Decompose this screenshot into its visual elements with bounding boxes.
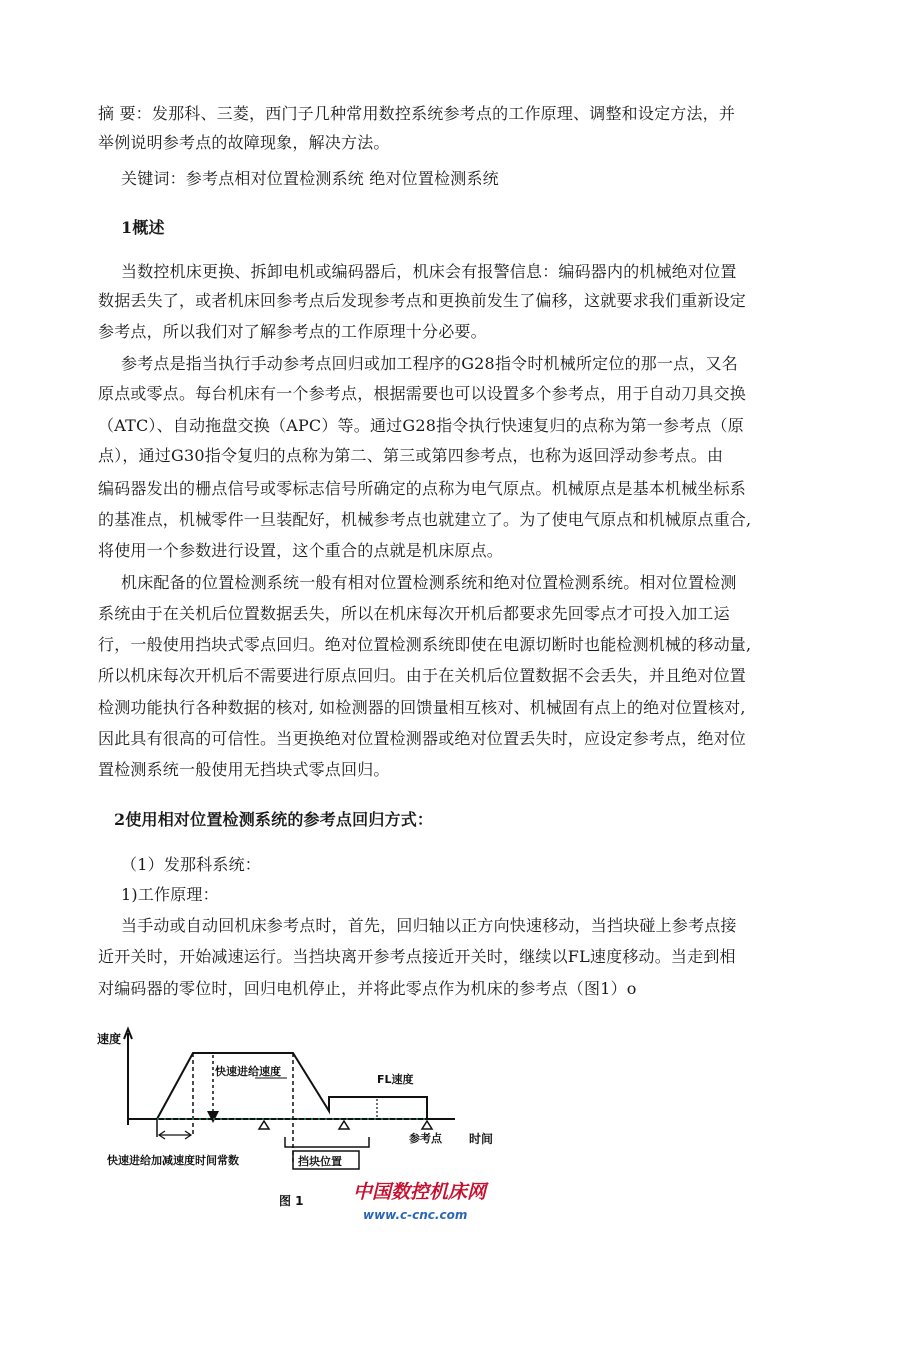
y-axis-label: 速度 bbox=[97, 1032, 122, 1046]
x-axis-label: 时间 bbox=[469, 1132, 494, 1146]
abstract-line-2: 举例说明参考点的故障现象，解决方法。 bbox=[98, 133, 390, 152]
reference-point-label: 参考点 bbox=[409, 1132, 442, 1145]
fl-speed-label: FL速度 bbox=[377, 1073, 414, 1086]
s1-p3-line-2: 系统由于在关机后位置数据丢失，所以在机床每次开机后都要求先回零点才可投入加工运 bbox=[98, 604, 730, 623]
s1-p3-line-1: 机床配备的位置检测系统一般有相对位置检测系统和绝对位置检测系统。相对位置检测 bbox=[121, 573, 737, 592]
keywords: 关键词：参考点相对位置检测系统 绝对位置检测系统 bbox=[121, 169, 499, 188]
s1-p2-line-6: 的基准点，机械零件一旦装配好，机械参考点也就建立了。为了使电气原点和机械原点重合, bbox=[98, 510, 752, 529]
s1-p2-line-7: 将使用一个参数进行设置，这个重合的点就是机床原点。 bbox=[98, 541, 504, 560]
grid-mark-2 bbox=[339, 1121, 349, 1129]
s1-p2-line-3: （ATC）、自动拖盘交换（APC）等。通过G28指令执行快速复归的点称为第一参考点（原 bbox=[98, 416, 744, 435]
grid-mark-1 bbox=[259, 1121, 269, 1129]
dog-position-label: 挡块位置 bbox=[298, 1155, 342, 1168]
s1-p1-line-3: 参考点，所以我们对了解参考点的工作原理十分必要。 bbox=[98, 322, 487, 341]
abstract-line-1: 摘 要：发那科、三菱，西门子几种常用数控系统参考点的工作原理、调整和设定方法，并 bbox=[98, 104, 736, 123]
velocity-profile bbox=[157, 1053, 427, 1119]
section-2-sub-1: （1）发那科系统： bbox=[121, 855, 261, 874]
s2-p-line-2: 近开关时，开始减速运行。当挡块离开参考点接近开关时，继续以FL速度移动。当走到相 bbox=[98, 947, 736, 966]
s1-p3-line-5: 检测功能执行各种数据的核对, 如检测器的回馈量相互核对、机械固有点上的绝对位置核对, bbox=[98, 698, 746, 717]
s1-p3-line-3: 行，一般使用挡块式零点回归。绝对位置检测系统即使在电源切断时也能检测机械的移动量, bbox=[98, 635, 752, 654]
s1-p3-line-6: 因此具有很高的可信性。当更换绝对位置检测器或绝对位置丢失时，应设定参考点，绝对位 bbox=[98, 729, 747, 748]
section-1-heading: 1概述 bbox=[121, 218, 165, 237]
reference-return-diagram bbox=[95, 1025, 515, 1225]
s1-p1-line-1: 当数控机床更换、拆卸电机或编码器后，机床会有报警信息：编码器内的机械绝对位置 bbox=[121, 262, 737, 281]
site-logo: 中国数控机床网 bbox=[353, 1181, 487, 1203]
s1-p2-line-1: 参考点是指当执行手动参考点回归或加工程序的G28指令时机械所定位的那一点，又名 bbox=[121, 354, 738, 373]
section-2-heading: 2使用相对位置检测系统的参考点回归方式： bbox=[114, 810, 434, 829]
rapid-speed-label: 快速进给速度 bbox=[215, 1065, 281, 1078]
s1-p2-line-2: 原点或零点。每台机床有一个参考点，根据需要也可以设置多个参考点，用于自动刀具交换 bbox=[98, 384, 747, 403]
dog-bracket bbox=[285, 1137, 369, 1147]
grid-mark-3 bbox=[422, 1121, 432, 1129]
s1-p3-line-4: 所以机床每次开机后不需要进行原点回归。由于在关机后位置数据不会丢失，并且绝对位置 bbox=[98, 666, 747, 685]
figure-caption: 图 1 bbox=[279, 1194, 304, 1208]
section-2-sub-2: 1)工作原理： bbox=[121, 885, 219, 904]
s1-p1-line-2: 数据丢失了，或者机床回参考点后发现参考点和更换前发生了偏移，这就要求我们重新设定 bbox=[98, 291, 747, 310]
s1-p2-line-4: 点），通过G30指令复归的点称为第二、第三或第四参考点，也称为返回浮动参考点。由 bbox=[98, 446, 724, 465]
accel-time-label: 快速进给加减速度时间常数 bbox=[107, 1154, 239, 1167]
figure-1 bbox=[95, 1025, 515, 1225]
s2-p-line-1: 当手动或自动回机床参考点时，首先，回归轴以正方向快速移动，当挡块碰上参考点接 bbox=[121, 916, 737, 935]
site-url: www.c-cnc.com bbox=[363, 1208, 468, 1222]
s1-p2-line-5: 编码器发出的栅点信号或零标志信号所确定的点称为电气原点。机械原点是基本机械坐标系 bbox=[98, 479, 747, 498]
s2-p-line-3: 对编码器的零位时，回归电机停止，并将此零点作为机床的参考点（图1）o bbox=[98, 979, 637, 998]
s1-p3-line-7: 置检测系统一般使用无挡块式零点回归。 bbox=[98, 760, 390, 779]
